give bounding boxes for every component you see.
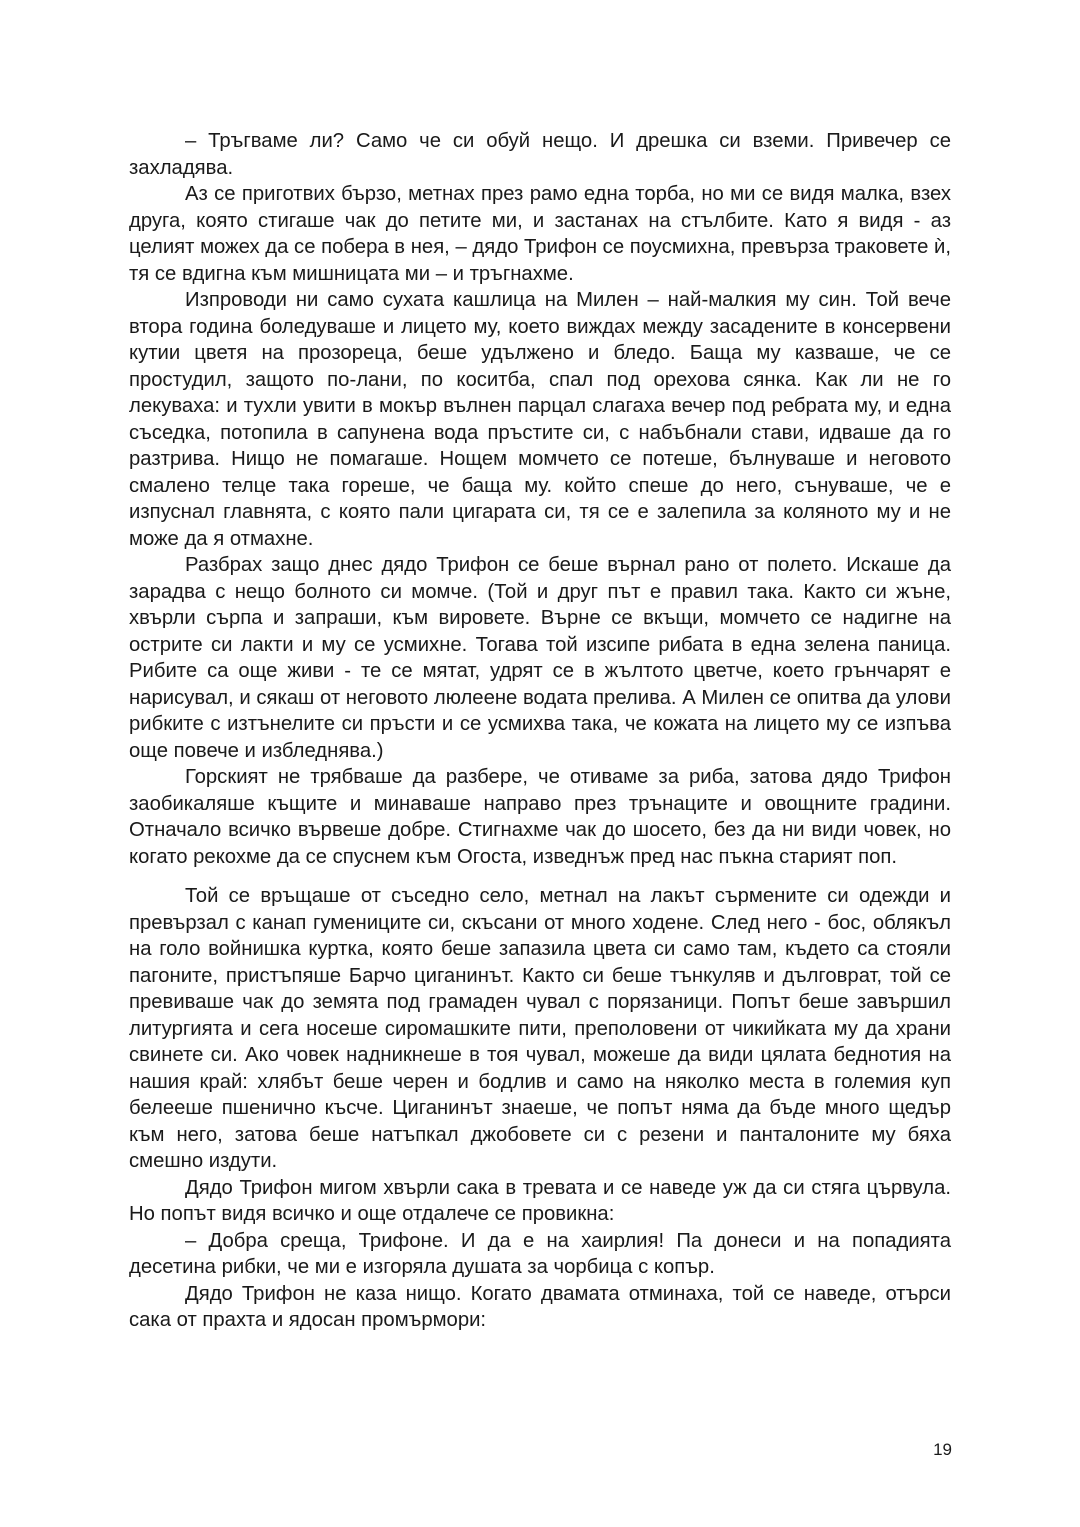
paragraph-4: Разбрах защо днес дядо Трифон се беше върнал рано от полето. Искаше да зарадва с нещо болното си момче. (Той и друг път е правил така. Както си жъне, хвърли сърпа и запраши, към вировете. Върне се вкъщи, момчето се надигне на острите си лакти и му се усмихне. Тогава той изсипе рибата в една зелена паница. Рибите са още живи - те се мятат, удрят се в жълтото цветче, което грънчарят е нарисувал, и сякаш от неговото люлеене водата прелива. А Милен се опитва да улови рибките с изтънелите си пръсти и се усмихва така, че кожата на лицето му се изпъва още повече и избледнява.) bbox=[129, 554, 951, 762]
paragraph-8: – Добра среща, Трифоне. И да е на хаирлия! Па донеси и на попадията десетина рибки, че ми е изгоряла душата за чорбица с копър. bbox=[129, 1229, 951, 1278]
body-text bbox=[129, 128, 951, 1334]
paragraph-9: Дядо Трифон не каза нищо. Когато двамата отминаха, той се наведе, отърси сака от прахта и ядосан промърмори: bbox=[129, 1282, 951, 1331]
paragraph-7: Дядо Трифон мигом хвърли сака в тревата и се наведе уж да си стяга цървула. Но попът видя всичко и още отдалече се провикна: bbox=[129, 1176, 951, 1225]
paragraph-3: Изпроводи ни само сухата кашлица на Милен – най-малкия му син. Той вече втора година боледуваше и лицето му, което виждах между засадените в консервени кутии цветя на прозореца, беше удължено и бледо. Баща му казваше, че се простудил, защото по-лани, по коситба, спал под орехова сянка. Как ли не го лекуваха: и тухли увити в мокър вълнен парцал слагаха вечер под ребрата му, и една съседка, потопила в сапунена вода пръстите си, с набъбнали стави, идваше да го разтрива. Нищо не помагаше. Нощем момчето се потеше, бълнуваше и неговото смалено телце така гореше, че баща му. който спеше до него, сънуваше, че е изпуснал главнята, с която пали цигарата си, тя се е залепила за коляното му и не може да я отмахне. bbox=[129, 289, 951, 550]
paragraph-6: Той се връщаше от съседно село, метнал на лакът сърмените си одежди и превързал с канап гумениците си, скъсани от много ходене. След него - бос, облякъл на голо войнишка куртка, която беше запазила цвета си само там, където са стояли пагоните, пристъпяше Барчо циганинът. Както си беше тънкуляв и дълговрат, той се превиваше чак до земята под грамаден чувал с порязаници. Попът беше завършил литургията и сега носеше сиромашките пити, преполовени от чикийката му да храни свинете си. Ако човек надникнеше в тоя чувал, можеше да види цялата беднотия на нашия край: хлябът беше черен и бодлив и само на няколко места в големия куп белееше пшенично късче. Циганинът знаеше, че попът няма да бъде много щедър към него, затова беше натъпкал джобовете си с резени и панталоните му бяха смешно издути. bbox=[129, 885, 951, 1172]
paragraph-2: Аз се приготвих бързо, метнах през рамо една торба, но ми се видя малка, взех друга, която стигаше чак до петите ми, и застанах на стълбите. Като я видя - аз целият можех да се побера в нея, – дядо Трифон се поусмихна, превърза траковете ѝ, тя се вдигна към мишницата ми – и тръгнахме. bbox=[129, 183, 951, 285]
paragraph-1: – Тръгваме ли? Само че си обуй нещо. И дрешка си вземи. Привечер се захладява. bbox=[129, 130, 951, 179]
paragraph-5: Горският не трябваше да разбере, че отиваме за риба, затова дядо Трифон заобикаляше къщите и минаваше направо през трънаците и овощните градини. Отначало всичко вървеше добре. Стигнахме чак до шосето, без да ни види човек, но когато рекохме да се спуснем към Огоста, изведнъж пред нас пъкна старият поп. bbox=[129, 766, 951, 868]
page-number: 19 bbox=[933, 1440, 952, 1459]
